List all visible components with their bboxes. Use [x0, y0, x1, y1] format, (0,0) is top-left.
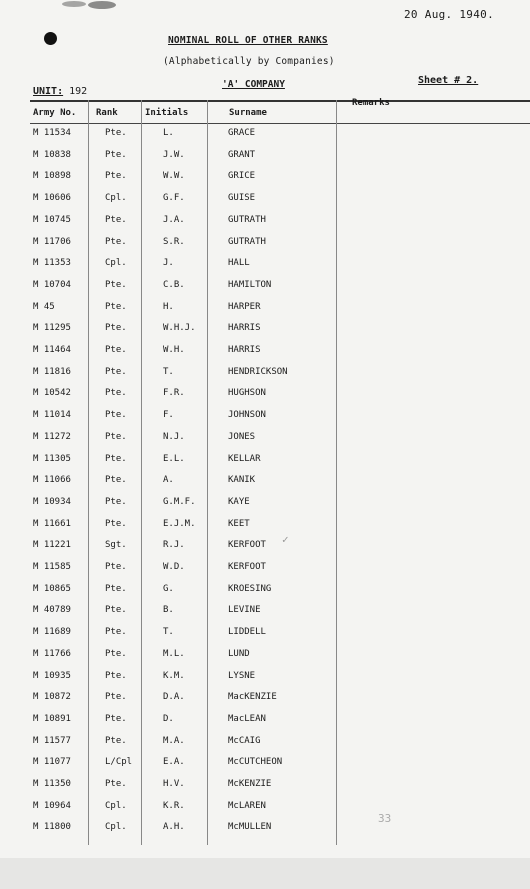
- initials-cell: G.: [163, 583, 174, 594]
- table-row: [0, 171, 530, 191]
- army-number-cell: M 10891: [33, 713, 71, 724]
- army-number-cell: M 11577: [33, 735, 71, 746]
- army-number-cell: M 11295: [33, 323, 71, 334]
- table-row: [0, 258, 530, 278]
- table-row: [0, 475, 530, 495]
- surname-cell: LIDDELL: [228, 627, 266, 638]
- surname-cell: LEVINE: [228, 605, 261, 616]
- table-row: [0, 367, 530, 387]
- rank-cell: Pte.: [105, 301, 127, 312]
- punch-hole-icon: [44, 32, 57, 45]
- initials-cell: H.: [163, 301, 174, 312]
- army-number-cell: M 10745: [33, 214, 71, 225]
- army-number-cell: M 10934: [33, 496, 71, 507]
- rank-cell: Sgt.: [105, 540, 127, 551]
- rank-cell: Pte.: [105, 605, 127, 616]
- army-number-cell: M 10964: [33, 800, 71, 811]
- initials-cell: F.: [163, 410, 174, 421]
- table-row: [0, 323, 530, 343]
- army-number-cell: M 11353: [33, 258, 71, 269]
- table-row: [0, 150, 530, 170]
- initials-cell: W.H.J.: [163, 323, 196, 334]
- initials-cell: A.: [163, 475, 174, 486]
- table-row: [0, 432, 530, 452]
- army-number-cell: M 11689: [33, 627, 71, 638]
- surname-cell: McKENZIE: [228, 779, 272, 789]
- column-header-remarks: Remarks: [352, 98, 390, 108]
- initials-cell: S.R.: [163, 236, 185, 247]
- rank-cell: Cpl.: [105, 800, 127, 811]
- surname-cell: McMULLEN: [228, 822, 272, 833]
- table-row: [0, 280, 530, 300]
- initials-cell: C.B.: [163, 279, 185, 290]
- initials-cell: H.V.: [163, 779, 185, 789]
- rank-cell: L/Cpl: [105, 757, 133, 768]
- rank-cell: Pte.: [105, 388, 127, 399]
- army-number-cell: M 11014: [33, 410, 71, 421]
- rank-cell: Cpl.: [105, 822, 127, 833]
- rank-cell: Pte.: [105, 236, 127, 247]
- unit-field: [33, 86, 87, 97]
- rank-cell: Pte.: [105, 670, 127, 681]
- surname-cell: GRICE: [228, 171, 256, 182]
- surname-cell: McCUTCHEON: [228, 757, 283, 768]
- army-number-cell: M 11305: [33, 453, 71, 464]
- surname-cell: McCAIG: [228, 735, 261, 746]
- army-number-cell: M 11816: [33, 366, 71, 377]
- initials-cell: M.L.: [163, 648, 185, 659]
- army-number-cell: M 11706: [33, 236, 71, 247]
- surname-cell: HARRIS: [228, 323, 261, 334]
- army-number-cell: M 11272: [33, 431, 71, 442]
- rank-cell: Pte.: [105, 279, 127, 290]
- army-number-cell: M 11800: [33, 822, 71, 833]
- handwritten-page-number: 33: [378, 812, 392, 825]
- table-row: [0, 193, 530, 213]
- army-number-cell: M 10898: [33, 171, 71, 182]
- initials-cell: D.: [163, 713, 174, 724]
- table-row: [0, 605, 530, 625]
- table-row: [0, 757, 530, 777]
- army-number-cell: M 10704: [33, 279, 71, 290]
- army-number-cell: M 40789: [33, 605, 71, 616]
- surname-cell: JONES: [228, 431, 256, 442]
- rank-cell: Pte.: [105, 149, 127, 160]
- initials-cell: G.F.: [163, 193, 185, 204]
- army-number-cell: M 11464: [33, 345, 71, 355]
- initials-cell: K.M.: [163, 670, 185, 681]
- table-row: [0, 562, 530, 582]
- initials-cell: W.W.: [163, 171, 185, 182]
- initials-cell: W.H.: [163, 345, 185, 355]
- surname-cell: KELLAR: [228, 453, 261, 464]
- army-number-cell: M 11221: [33, 540, 71, 551]
- page-bottom-edge: [0, 858, 530, 889]
- document-subtitle: (Alphabetically by Companies): [163, 56, 335, 67]
- surname-cell: HAMILTON: [228, 279, 272, 290]
- surname-cell: LYSNE: [228, 670, 256, 681]
- rank-cell: Pte.: [105, 214, 127, 225]
- initials-cell: E.L.: [163, 453, 185, 464]
- army-number-cell: M 11077: [33, 757, 71, 768]
- surname-cell: HENDRICKSON: [228, 366, 288, 377]
- rank-cell: Pte.: [105, 735, 127, 746]
- table-row: [0, 736, 530, 756]
- initials-cell: G.M.F.: [163, 496, 196, 507]
- rank-cell: Pte.: [105, 431, 127, 442]
- unit-value: 192: [69, 86, 88, 97]
- surname-cell: GUTRATH: [228, 214, 266, 225]
- rank-cell: Pte.: [105, 692, 127, 703]
- initials-cell: W.D.: [163, 562, 185, 572]
- table-row: [0, 584, 530, 604]
- column-header-army-no: Army No.: [33, 108, 77, 118]
- table-row: [0, 540, 530, 560]
- rank-cell: Pte.: [105, 496, 127, 507]
- surname-cell: McLAREN: [228, 800, 266, 811]
- initials-cell: J.: [163, 258, 174, 269]
- surname-cell: HARPER: [228, 301, 261, 312]
- surname-cell: HALL: [228, 258, 250, 269]
- initials-cell: N.J.: [163, 431, 185, 442]
- surname-cell: MacLEAN: [228, 713, 266, 724]
- army-number-cell: M 10935: [33, 670, 71, 681]
- ink-smudge-icon: [60, 0, 120, 14]
- army-number-cell: M 10542: [33, 388, 71, 399]
- table-row: [0, 822, 530, 842]
- table-row: [0, 128, 530, 148]
- table-row: [0, 801, 530, 821]
- surname-cell: HUGHSON: [228, 388, 266, 399]
- rank-cell: Pte.: [105, 366, 127, 377]
- surname-cell: MacKENZIE: [228, 692, 277, 703]
- surname-cell: GUISE: [228, 193, 256, 204]
- rank-cell: Pte.: [105, 562, 127, 572]
- army-number-cell: M 11766: [33, 648, 71, 659]
- initials-cell: M.A.: [163, 735, 185, 746]
- surname-cell: HARRIS: [228, 345, 261, 355]
- surname-cell: KANIK: [228, 475, 256, 486]
- check-mark-icon: ✓: [282, 533, 289, 546]
- initials-cell: E.J.M.: [163, 518, 196, 529]
- army-number-cell: M 45: [33, 301, 55, 312]
- initials-cell: F.R.: [163, 388, 185, 399]
- table-row: [0, 237, 530, 257]
- initials-cell: J.W.: [163, 149, 185, 160]
- rank-cell: Pte.: [105, 713, 127, 724]
- table-header-rule: [30, 123, 530, 124]
- rank-cell: Pte.: [105, 779, 127, 789]
- initials-cell: A.H.: [163, 822, 185, 833]
- surname-cell: GRACE: [228, 128, 256, 138]
- column-header-initials: Initials: [145, 108, 189, 118]
- table-row: [0, 388, 530, 408]
- initials-cell: J.A.: [163, 214, 185, 225]
- sheet-number: Sheet # 2.: [418, 75, 479, 86]
- table-row: [0, 627, 530, 647]
- surname-cell: JOHNSON: [228, 410, 266, 421]
- rank-cell: Pte.: [105, 345, 127, 355]
- rank-cell: Pte.: [105, 627, 127, 638]
- column-header-rank: Rank: [96, 108, 118, 118]
- initials-cell: T.: [163, 627, 174, 638]
- unit-label: UNIT:: [33, 86, 64, 97]
- surname-cell: LUND: [228, 648, 250, 659]
- rank-cell: Pte.: [105, 648, 127, 659]
- army-number-cell: M 10865: [33, 583, 71, 594]
- table-row: [0, 519, 530, 539]
- army-number-cell: M 11350: [33, 779, 71, 789]
- rank-cell: Cpl.: [105, 193, 127, 204]
- initials-cell: L.: [163, 128, 174, 138]
- rank-cell: Pte.: [105, 128, 127, 138]
- table-row: [0, 215, 530, 235]
- army-number-cell: M 10838: [33, 149, 71, 160]
- surname-cell: GUTRATH: [228, 236, 266, 247]
- table-top-rule: [30, 100, 530, 102]
- table-row: [0, 714, 530, 734]
- surname-cell: KERFOOT: [228, 562, 266, 572]
- surname-cell: GRANT: [228, 149, 256, 160]
- initials-cell: D.A.: [163, 692, 185, 703]
- table-row: [0, 649, 530, 669]
- initials-cell: E.A.: [163, 757, 185, 768]
- surname-cell: KROESING: [228, 583, 272, 594]
- surname-cell: KEET: [228, 518, 250, 529]
- rank-cell: Pte.: [105, 475, 127, 486]
- rank-cell: Pte.: [105, 323, 127, 334]
- initials-cell: T.: [163, 366, 174, 377]
- table-row: [0, 692, 530, 712]
- surname-cell: KAYE: [228, 496, 250, 507]
- rank-cell: Pte.: [105, 410, 127, 421]
- table-row: [0, 345, 530, 365]
- rank-cell: Pte.: [105, 583, 127, 594]
- army-number-cell: M 10872: [33, 692, 71, 703]
- table-row: [0, 302, 530, 322]
- document-date: 20 Aug. 1940.: [404, 8, 494, 21]
- rank-cell: Pte.: [105, 518, 127, 529]
- document-title: NOMINAL ROLL OF OTHER RANKS: [168, 35, 328, 46]
- rank-cell: Cpl.: [105, 258, 127, 269]
- rank-cell: Pte.: [105, 171, 127, 182]
- initials-cell: R.J.: [163, 540, 185, 551]
- table-row: [0, 671, 530, 691]
- table-row: [0, 454, 530, 474]
- army-number-cell: M 11534: [33, 128, 71, 138]
- initials-cell: B.: [163, 605, 174, 616]
- company-label: 'A' COMPANY: [222, 79, 285, 90]
- army-number-cell: M 11661: [33, 518, 71, 529]
- army-number-cell: M 11585: [33, 562, 71, 572]
- initials-cell: K.R.: [163, 800, 185, 811]
- rank-cell: Pte.: [105, 453, 127, 464]
- table-row: [0, 410, 530, 430]
- surname-cell: KERFOOT: [228, 540, 266, 551]
- army-number-cell: M 11066: [33, 475, 71, 486]
- table-row: [0, 497, 530, 517]
- column-header-surname: Surname: [229, 108, 267, 118]
- army-number-cell: M 10606: [33, 193, 71, 204]
- table-row: [0, 779, 530, 799]
